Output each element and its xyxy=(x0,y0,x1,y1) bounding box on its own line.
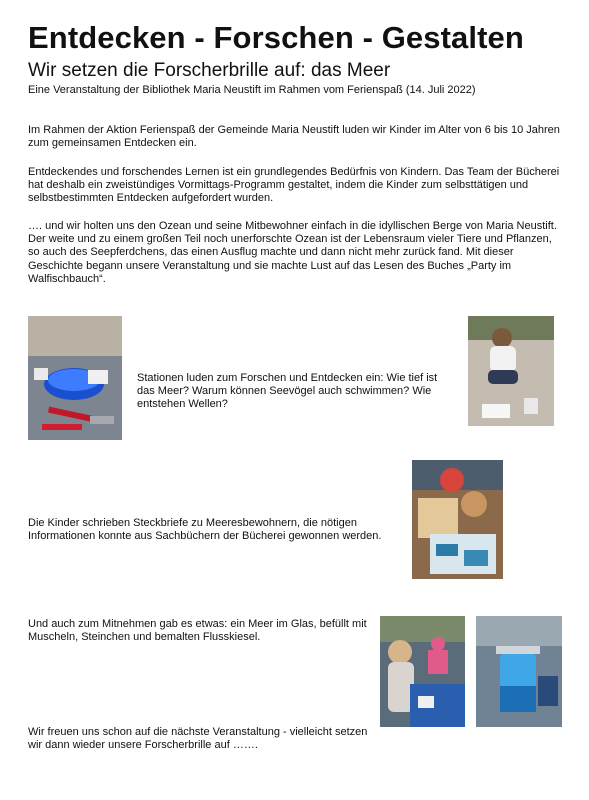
event-info: Eine Veranstaltung der Bibliothek Maria Neustift im Rahmen vom Ferienspaß (14. Juli 2022) xyxy=(28,84,476,96)
profiles-caption: Die Kinder schrieben Steckbriefe zu Meeresbewohnern, die nötigen Informationen konnte aus Sachbüchern der Bücherei gewonnen werden. xyxy=(28,517,382,543)
closing-caption: Wir freuen uns schon auf die nächste Veranstaltung - vielleicht setzen wir dann wieder unsere Forscherbrille auf ……. xyxy=(28,726,368,752)
intro-paragraph: Im Rahmen der Aktion Ferienspaß der Gemeinde Maria Neustift luden wir Kinder im Alter von 6 bis 10 Jahren zum gemeinsamen Entdecken ein. xyxy=(28,124,560,150)
learning-paragraph: Entdeckendes und forschendes Lernen ist ein grundlegendes Bedürfnis von Kindern. Das Team der Bücherei hat deshalb ein zweistündiges Vormittags-Programm gestaltet, indem die Kinder zum selbsttätigen und selbstbestimmten Entdecken aufgefordert wurden. xyxy=(28,166,560,205)
photo-water-bowl xyxy=(28,316,122,440)
page-subtitle: Wir setzen die Forscherbrille auf: das Meer xyxy=(28,60,391,81)
photo-kids-crafting xyxy=(380,616,465,727)
photo-child-gravel xyxy=(468,316,554,426)
page-title: Entdecken - Forschen - Gestalten xyxy=(28,20,524,55)
photo-sea-in-glass xyxy=(476,616,562,727)
stations-caption: Stationen luden zum Forschen und Entdecken ein: Wie tief ist das Meer? Warum können Seevögel auch schwimmen? Wie entstehen Wellen? xyxy=(137,372,438,411)
ocean-story-paragraph: …. und wir holten uns den Ozean und seine Mitbewohner einfach in die idyllischen Berge von Maria Neustift. Der weite und zu einem großen Teil noch unerforschte Ozean ist der Lebensraum vieler Tiere und Pflanzen, so auch des Seepferdchens, das einen Ausflug machte und dann nicht mehr zurück fand. Mit dieser Geschichte begann unsere Veranstaltung und sie machte Lust auf das Lesen des Buches „Party im Walfischbauch“. xyxy=(28,220,557,285)
photo-kids-reading xyxy=(412,460,503,579)
takehome-caption: Und auch zum Mitnehmen gab es etwas: ein Meer im Glas, befüllt mit Muscheln, Steinchen und bemalten Flusskiesel. xyxy=(28,618,367,644)
